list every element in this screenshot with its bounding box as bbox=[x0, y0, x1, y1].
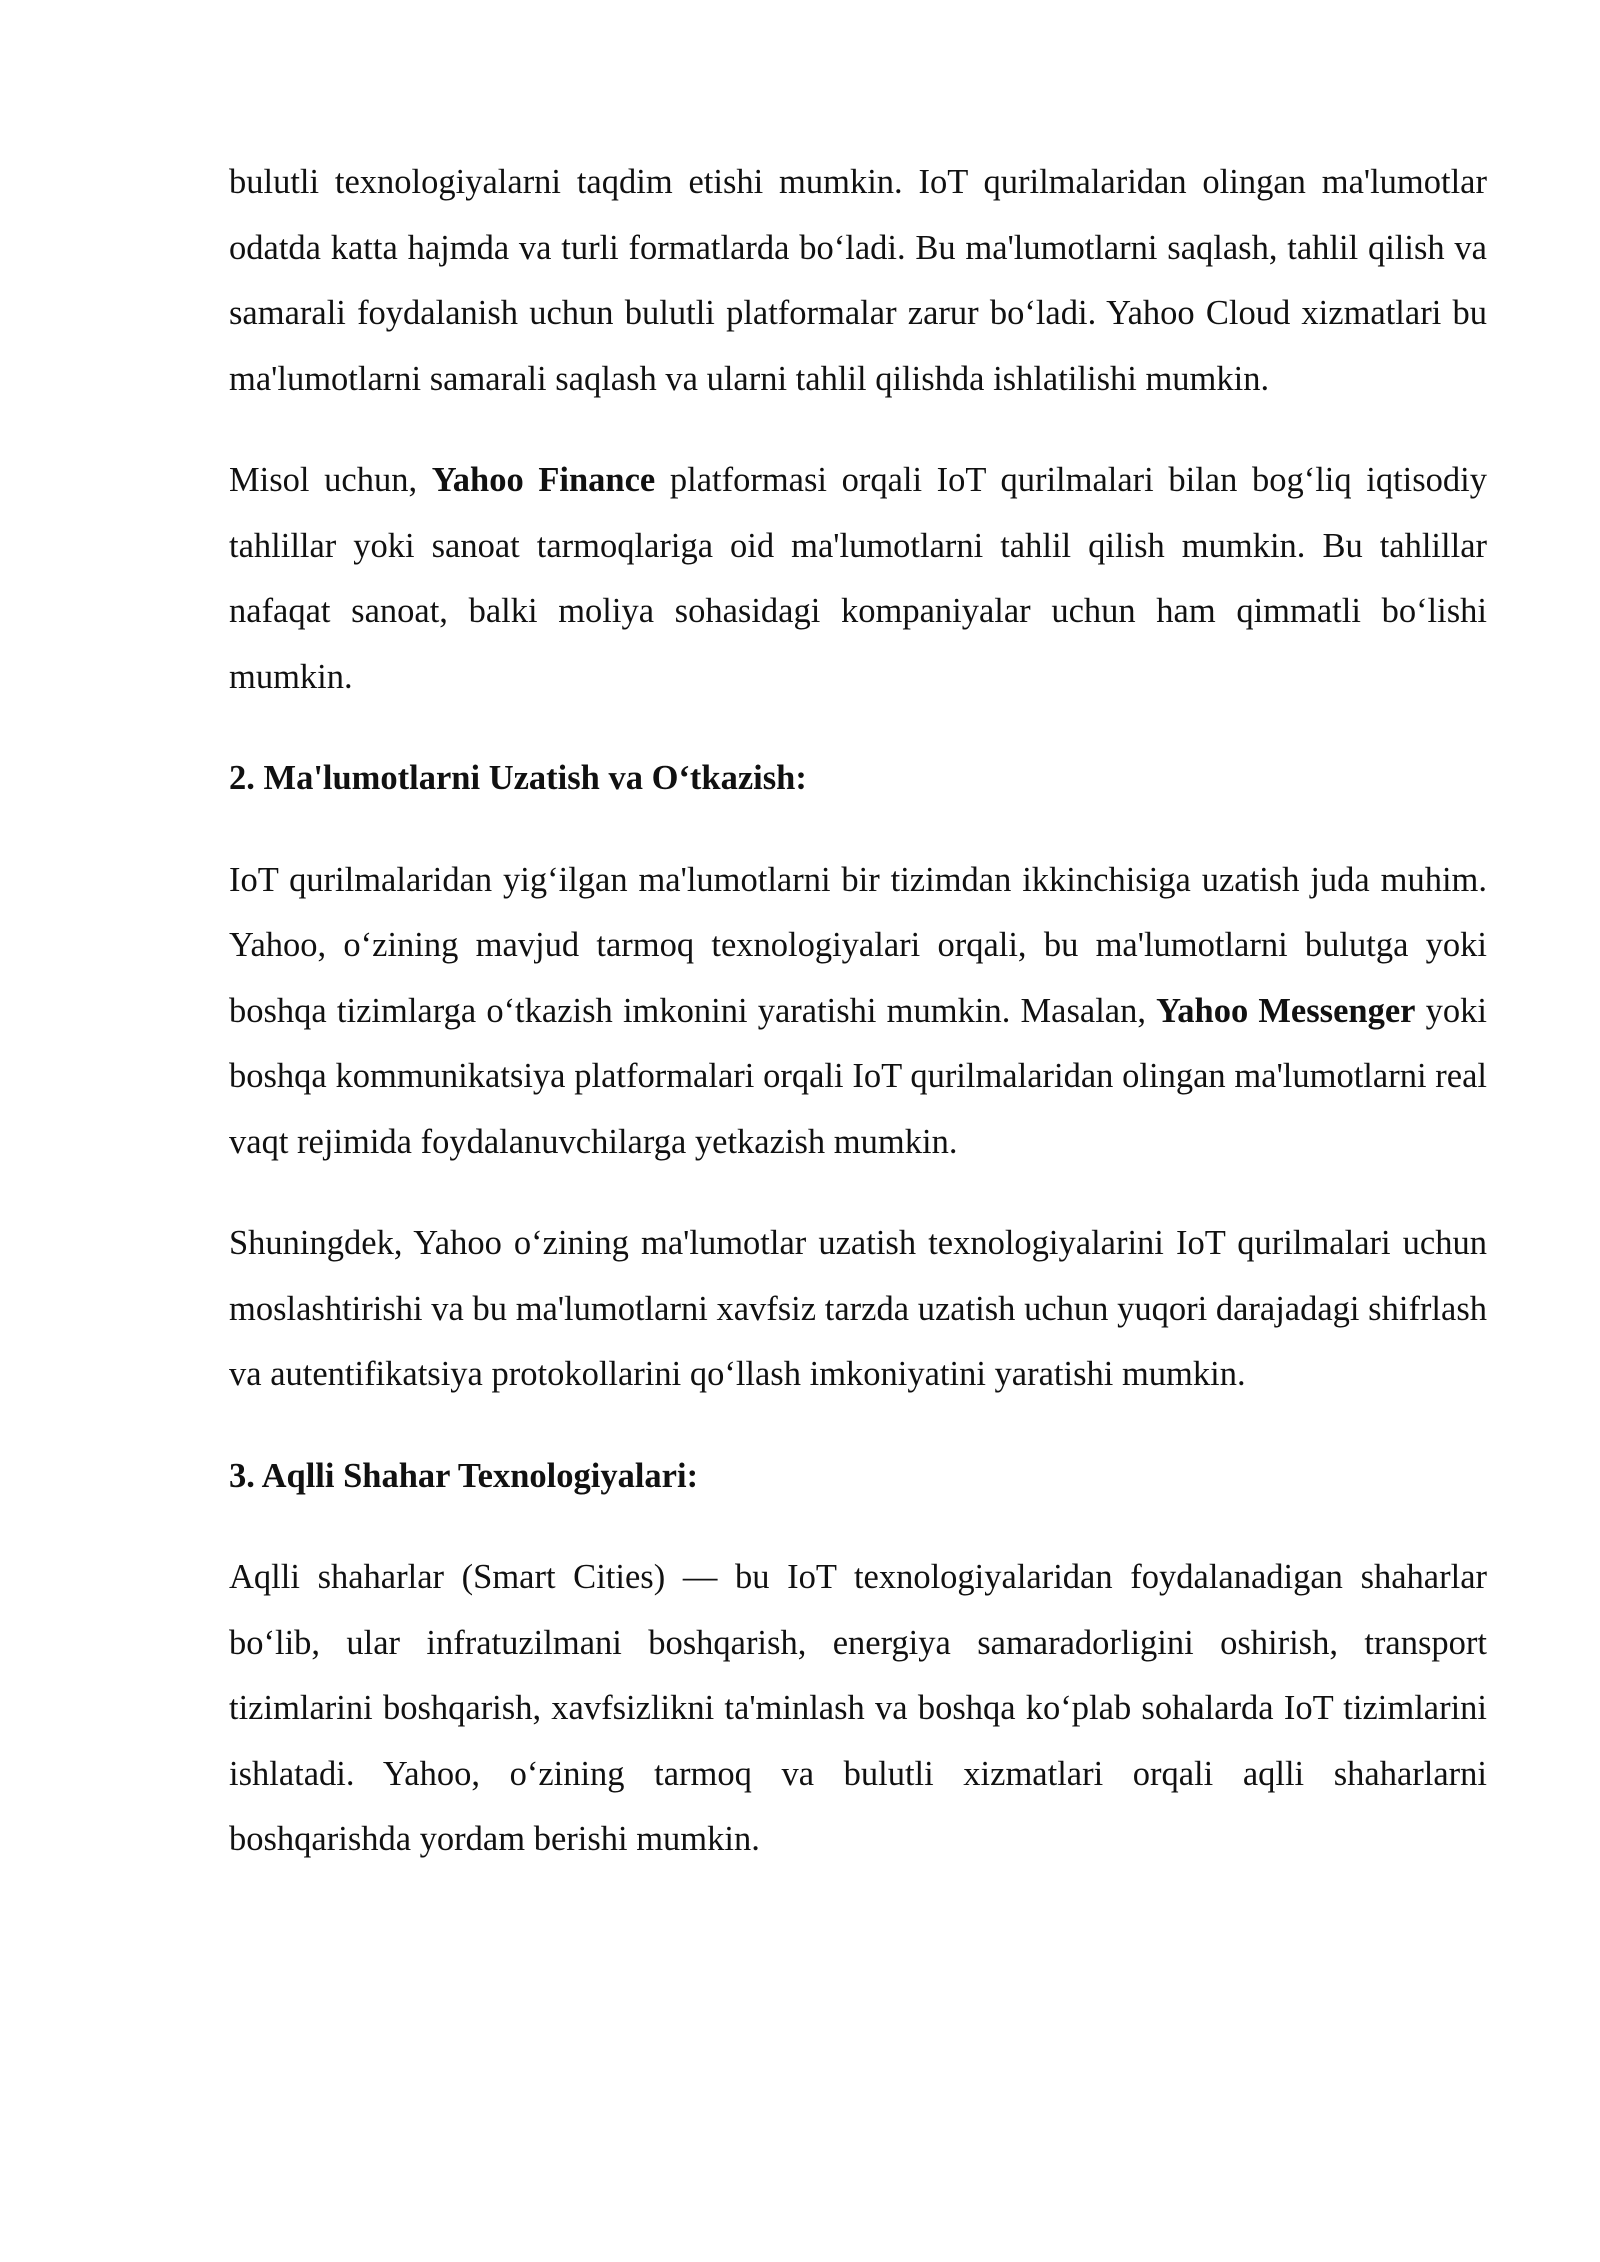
paragraph-encryption: Shuningdek, Yahoo o‘zining ma'lumotlar uzatish texnologiyalarini IoT qurilmalari uchun moslashtirishi va bu ma'lumotlarni xavfsiz tarzda uzatish uchun yuqori darajadagi shifrlash va autentifikatsiya protokollarini qo‘llash imkoniyatini yaratishi mumkin. bbox=[229, 1224, 1487, 1393]
paragraph-text: yoki boshqa kommunikatsiya platformalari orqali IoT qurilmalaridan olingan ma'lumotlarni real vaqt rejimida foydalanuvchilarga yetkazish mumkin. bbox=[229, 991, 1487, 1161]
paragraph-data-transfer bbox=[229, 848, 1487, 1176]
paragraph-text: Misol uchun, bbox=[229, 461, 432, 499]
paragraph-text: platformasi orqali IoT qurilmalari bilan bog‘liq iqtisodiy tahlillar yoki sanoat tarmoqlariga oid ma'lumotlarni tahlil qilish mumkin. Bu tahlillar nafaqat sanoat, balki moliya sohasidagi kompaniyalar uchun ham qimmatli bo‘lishi mumkin. bbox=[229, 461, 1487, 696]
document-page bbox=[229, 150, 1487, 1909]
bold-term-yahoo-finance: Yahoo Finance bbox=[431, 461, 656, 499]
paragraph-yahoo-finance bbox=[229, 448, 1487, 710]
section-heading-smart-city: 3. Aqlli Shahar Texnologiyalari: bbox=[229, 1456, 699, 1495]
paragraph-smart-cities: Aqlli shaharlar (Smart Cities) — bu IoT texnologiyalaridan foydalanadigan shaharlar bo‘lib, ular infratuzilmani boshqarish, energiya samaradorligini oshirish, transport tizimlarini boshqarish, xavfsizlikni ta'minlash va boshqa ko‘plab sohalarda IoT tizimlarini ishlatadi. Yahoo, o‘zining tarmoq va bulutli xizmatlari orqali aqlli shaharlarni boshqarishda yordam berishi mumkin. bbox=[229, 1558, 1487, 1858]
section-heading-data-transfer: 2. Ma'lumotlarni Uzatish va O‘tkazish: bbox=[229, 759, 807, 797]
paragraph-text: IoT qurilmalaridan yig‘ilgan ma'lumotlarni bir tizimdan ikkinchisiga uzatish juda muhim. Yahoo, o‘zining mavjud tarmoq texnologiyalari orqali, bu ma'lumotlarni bulutga yoki boshqa tizimlarga o‘tkazish imkonini yaratishi mumkin. Masalan, bbox=[229, 860, 1487, 1030]
paragraph-cloud-storage: bulutli texnologiyalarni taqdim etishi mumkin. IoT qurilmalaridan olingan ma'lumotlar odatda katta hajmda va turli formatlarda bo‘ladi. Bu ma'lumotlarni saqlash, tahlil qilish va samarali foydalanish uchun bulutli platformalar zarur bo‘ladi. Yahoo Cloud xizmatlari bu ma'lumotlarni samarali saqlash va ularni tahlil qilishda ishlatilishi mumkin. bbox=[229, 163, 1487, 398]
bold-term-yahoo-messenger: Yahoo Messenger bbox=[1156, 991, 1416, 1030]
